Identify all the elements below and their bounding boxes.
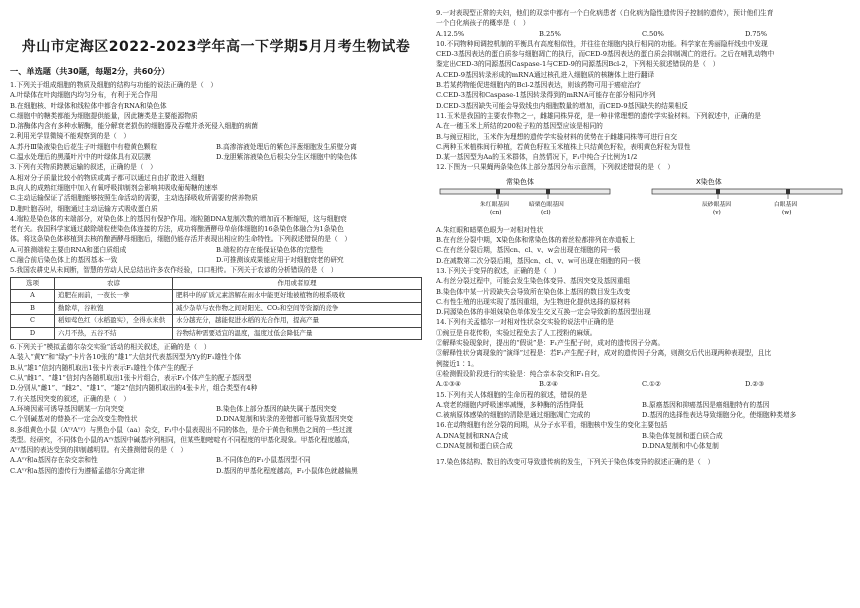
section-heading: 一、单选题（共30题，每题2分，共60分） <box>10 66 170 76</box>
question-1 <box>10 80 422 131</box>
table-cell: C <box>11 315 55 328</box>
question-stem-line: 鉴定出CED-3的同源基因Caspase-1与CED-9的同源基因Bcl-2，下列相关叙述错误的是（ ） <box>436 60 720 69</box>
gene-label: 朱红眼基因 <box>480 201 509 208</box>
option-c: C.两种玉米植株间行种植，若黄色籽粒玉米植株上只结黄色籽粒，表明黄色籽粒为显性 <box>436 142 691 151</box>
option-b: B.若某药物能促进细胞内的Bcl-2基因表达，则该药物可用于癌症治疗 <box>436 81 641 90</box>
option-d: D.分别从“雌1”、“雌2”、“雄1”、“雄2”信封内随机取出的4张卡片，组合类型有4种 <box>10 384 258 393</box>
question-stem: 2.利用光学显微镜不能观察到的是（ ） <box>10 132 131 141</box>
question-12 <box>436 162 848 265</box>
gene-label: 暗栗色眼基因 <box>529 201 564 208</box>
option-d: D.龙胆紫溶液染色后根尖分生区细胞中的染色体 <box>216 153 357 162</box>
question-stem-line: 类型。经研究，不同体色小鼠的Aᵛᵞ基因中碱基序列相同，但某些胞嘧啶有不同程度的甲基化现象。甲基化程度越高， <box>10 435 355 444</box>
question-stem: 1.下列关于组成细胞的物质及细胞的结构与功能的说法正确的是（ ） <box>10 81 218 89</box>
question-stem-line: 一个白化病孩子的概率是（ ） <box>436 19 530 28</box>
option-d: D.同源染色体的非姐妹染色单体发生交叉互换一定会导致新的基因型出现 <box>436 308 651 317</box>
option-b: B.端粒的存在能保证染色体的完整性 <box>216 245 324 254</box>
option-c: C.从“雌1”、“雄1”信封内各随机取出1张卡片组合，表示F₁个体产生的配子基因型 <box>10 374 252 383</box>
question-stem: 12.下图为一只果蝇两条染色体上部分基因分布示意图，下列叙述错误的是（ ） <box>436 163 675 172</box>
table-cell: 追肥在雨前，一夜长一拳 <box>55 290 173 303</box>
option-c: C.①② <box>642 380 661 389</box>
option-a: A.苏丹Ⅲ染液染色后花生子叶细胞中有橙黄色颗粒 <box>10 142 158 151</box>
question-stem: 7.有关基因突变的叙述，正确的是（ ） <box>10 394 131 403</box>
statement-item: ①豌豆是自花传粉，实验过程免去了人工授粉的麻烦。 <box>436 328 597 337</box>
question-stem-line: Aᵛᵞ基因的表达受到的抑制越明显。有关推测错误的是（ ） <box>10 446 188 455</box>
option-b: B.在细胞核、叶绿体和线粒体中都含有RNA和染色体 <box>10 101 167 110</box>
option-a: A.朱红眼和暗栗色眼为一对相对性状 <box>436 225 544 234</box>
table-cell: 稻如莺色红（水稻盈实），全得水来供 <box>55 315 173 328</box>
table-cell: 减少杂草与农作物之间对阳光、CO₂和空间等资源的竞争 <box>173 302 422 315</box>
option-c: C.个别碱基对的替换不一定会改变生物性状 <box>10 415 138 424</box>
question-6 <box>10 342 422 393</box>
question-17 <box>436 457 848 467</box>
question-16 <box>436 420 848 451</box>
option-a: A.①③④ <box>436 380 461 389</box>
question-13 <box>436 266 848 317</box>
option-d: D.某一基因型为Aa的玉米群体，自然情况下，F₁中纯合子比例为1/2 <box>436 153 638 162</box>
question-2 <box>10 131 422 162</box>
option-d: D.DNA复制和转录的差错都可能导致基因突变 <box>216 415 353 424</box>
option-b: B.向人的成熟红细胞中加入有氧呼吸抑制剂会影响其吸收葡萄糖的速率 <box>10 183 218 192</box>
table-cell: 勤除草，谷粒饱 <box>55 302 173 315</box>
question-stem: 15.下列有关人体细胞的生命历程的叙述，错误的是 <box>436 390 588 399</box>
gene-band <box>716 189 720 194</box>
option-d: D.CED-3基因缺失可能会导致线虫内细胞数量的增加，而CED-9基因缺失的结果相反 <box>436 101 688 110</box>
option-d: D.基因的选择性表达导致细胞分化，使细胞种类增多 <box>642 411 797 420</box>
option-c: C.被病原体感染的细胞的清除是通过细胞凋亡完成的 <box>436 411 591 420</box>
question-9 <box>436 8 848 39</box>
table-header: 作用或者原理 <box>173 277 422 290</box>
option-c: C.细胞中的糖类都能为细胞提供能量，因此糖类是主要能源物质 <box>10 111 198 120</box>
option-c: C.有性生殖的出现实现了基因重组，为生物进化提供选择的原材料 <box>436 297 631 306</box>
option-d: D.溶酶体内含有多种水解酶，能分解衰老损伤的细胞器及吞噬并杀死侵入细胞的病菌 <box>10 122 258 131</box>
statement-item: 例接近1∶1。 <box>436 359 478 368</box>
question-stem-line: 9.一对表现型正常的夫妇，他们的双亲中都有一个白化病患者（白化病为隐性遗传因子控制的遗传），预计他们生育 <box>436 9 774 17</box>
table-header: 选项 <box>11 277 55 290</box>
option-a: A.衰老的细胞内呼吸速率减慢，多种酶的活性降低 <box>436 400 584 409</box>
question-stem-line: 10.不同物种间调控机制的平衡具有高度相似性，并往往在细胞内执行相同的功能。科学家在秀丽隐杆线虫中发现 <box>436 39 768 48</box>
option-b: B.染色体复制和蛋白质合成 <box>642 431 723 440</box>
question-stem: 16.在动物细胞有丝分裂的间期，从分子水平看，细胞核中发生的变化主要包括 <box>436 421 668 430</box>
option-b: B.②④ <box>539 380 559 389</box>
option-c: C.主动运输保证了活细胞能够按照生命活动的需要，主动选择吸收所需要的营养物质 <box>10 194 258 203</box>
table-cell: 水分越充分，越能促进水稻的光合作用，提高产量 <box>173 315 422 328</box>
question-stem-line: 体。将这条染色体移植到去核的酿酒酵母细胞后，细胞仍能存活并表现出相应的生命特性。下列叙述错误的是（ ） <box>10 235 352 244</box>
gene-label: 白眼基因 <box>774 201 798 208</box>
gene-symbol: (v) <box>713 209 721 216</box>
question-11 <box>436 111 848 162</box>
gene-label: 辰砂眼基因 <box>702 201 731 208</box>
option-d: D.②③ <box>745 380 765 389</box>
right-column <box>436 8 848 468</box>
question-stem: 11.玉米是我国的主要农作物之一，雌雄同株异花，是一种非常理想的遗传学实验材料。下列叙述中，正确的是 <box>436 111 761 120</box>
option-a: A.DNA复制和RNA合成 <box>436 431 509 440</box>
table-row <box>11 327 422 340</box>
option-c: C.温水处理后的黑藻叶片中的叶绿体具有双层膜 <box>10 153 151 162</box>
table-row <box>11 290 422 303</box>
statement-item: ④检测假设阶段进行的实验是：纯合亲本杂交和F₁自交。 <box>436 369 604 378</box>
option-d: D.在减数第二次分裂后期，基因cn、cl、v、w可出现在细胞的同一极 <box>436 256 641 265</box>
option-a: A.叶绿体在叶肉细胞内均匀分布，有利于光合作用 <box>10 91 158 100</box>
question-stem-line: 8.多组黄色小鼠（AᵛᵞAᵛᵞ）与黑色小鼠（aa）杂交，F₁中小鼠表现出不同的体色，是介于黄色和黑色之间的一些过渡 <box>10 425 353 434</box>
option-b: B.从“雄1”信封内随机取出1张卡片表示F₁雄性个体产生的配子 <box>10 363 194 372</box>
table-cell: 谷物结种需要适宜的温度，温度过低会降低产量 <box>173 327 422 340</box>
table-row <box>11 315 422 328</box>
table-cell: 六月不热，五谷不结 <box>55 327 173 340</box>
option-a: A.可推测端粒主要由RNA和蛋白质组成 <box>10 245 127 254</box>
option-b: B.与豌豆相比，玉米作为理想的遗传学实验材料的优势在于雌雄同株等可进行自交 <box>436 132 678 141</box>
question-stem: 6.下列关于“模拟孟德尔杂交实验”活动的相关叙述，正确的是（ ） <box>10 343 211 352</box>
question-14 <box>436 317 848 389</box>
option-c: C.Aᵛᵞ和a基因的遗传行为遵循孟德尔分离定律 <box>10 466 145 475</box>
option-d: D.75% <box>745 29 768 38</box>
question-stem: 17.染色体结构、数目的改变可导致遗传病的发生，下列关于染色体变异的叙述正确的是（ ） <box>436 458 715 467</box>
autosome-bar <box>440 189 610 194</box>
question-stem: 5.我国农耕史从未间断，智慧的劳动人民总结出许多农作经验，口口相传。下列关于农谚的分析错误的是（ ） <box>10 266 338 275</box>
question-stem: 14.下列有关孟德尔一对相对性状杂交实验的说法中正确的是 <box>436 318 614 327</box>
proverb-table <box>10 277 422 341</box>
chromosome-diagram <box>436 175 848 221</box>
question-stem: 13.下列关于变异的叙述，正确的是（ ） <box>436 266 561 275</box>
table-header-row <box>11 277 422 290</box>
option-a: A.相对分子质量比较小的物质或离子都可以通过自由扩散进入细胞 <box>10 173 205 182</box>
option-d: D.胞吐胞吞时，细胞通过主动运输方式吸收蛋白质 <box>10 204 158 213</box>
question-stem: 3.下列有关物质跨膜运输的叙述，正确的是（ ） <box>10 163 157 172</box>
x-chromosome-bar <box>652 189 842 194</box>
question-7 <box>10 394 422 425</box>
option-a: A.装入“黄Y”和“绿y”卡片各10张的“雄1”大信封代表基因型为Yy的F₁雄性个体 <box>10 353 242 362</box>
question-stem-line: 老有关。我国科学家通过敲除端粒使染色体连接的方法，成功将酿酒酵母单倍体细胞的16条染色体融合为1条染色 <box>10 225 344 234</box>
option-b: B.在有丝分裂中期，X染色体和常染色体的着丝粒都排列在赤道板上 <box>436 236 636 245</box>
question-10 <box>436 39 848 111</box>
option-b: B.高渗溶液处理后的紫色洋葱细胞发生质壁分离 <box>216 142 357 151</box>
question-stem-line: 4.端粒是染色体的末端部分，对染色体上的基因有保护作用。端粒随DNA复制次数的增加而不断缩短，这与细胞衰 <box>10 214 347 223</box>
statement-item: ③解释性状分离现象的“演绎”过程是：若F₁产生配子时，成对的遗传因子分离，则测交后代出现两种表现型，且比 <box>436 349 772 358</box>
option-c: C.在有丝分裂后期，基因cn、cl、v、w会出现在细胞的同一极 <box>436 246 621 255</box>
exam-title: 舟山市定海区2022-2023学年高一下学期5月月考生物试卷 <box>21 39 411 55</box>
option-a: A.12.5% <box>436 29 465 38</box>
option-a: A.Aᵛᵞ和a基因存在杂交亲和性 <box>10 456 98 465</box>
gene-symbol: (cn) <box>490 209 502 216</box>
option-a: A.有丝分裂过程中，可能会发生染色体变异、基因突变及基因重组 <box>436 277 631 286</box>
gene-symbol: (w) <box>782 209 792 216</box>
statement-item: ②解释实验现象时，提出的“假说”是：F₁产生配子时，成对的遗传因子分离。 <box>436 339 665 348</box>
question-stem-line: CED-3基因表达的蛋白质参与细胞凋亡的执行，而CED-9基因表达的蛋白质会抑制凋亡的进行。之后在哺乳动物中 <box>436 50 775 59</box>
question-4 <box>10 214 422 265</box>
option-b: B.原癌基因和抑癌基因是癌细胞特有的基因 <box>642 400 770 409</box>
option-c: C.DNA复制和蛋白质合成 <box>436 441 513 450</box>
option-b: B.染色体中某一片段缺失会导致所在染色体上基因的数目发生改变 <box>436 287 631 296</box>
table-cell: A <box>11 290 55 303</box>
gene-band <box>546 189 550 194</box>
table-cell: B <box>11 302 55 315</box>
gene-band <box>786 189 790 194</box>
x-chromosome-label: X染色体 <box>696 177 722 186</box>
option-d: D.可推测该成果能应用于对细胞衰老的研究 <box>216 256 344 265</box>
question-15 <box>436 390 848 421</box>
question-3 <box>10 162 422 213</box>
option-c: C.融合前后染色体上的基因基本一致 <box>10 256 118 265</box>
option-b: B.染色体上部分基因的缺失属于基因突变 <box>216 404 337 413</box>
option-d: D.DNA复制和中心体复制 <box>642 441 719 450</box>
table-cell: 肥料中的矿质元素溶解在雨水中能更好地被植物的根系吸收 <box>173 290 422 303</box>
gene-band <box>496 189 500 194</box>
question-5 <box>10 265 422 340</box>
option-a: A.环境因素可诱导基因朝某一方向突变 <box>10 404 124 413</box>
option-d: D.基因的甲基化程度越高，F₁小鼠体色就越偏黑 <box>216 466 358 475</box>
gene-symbol: (cl) <box>541 209 551 216</box>
option-a: A.在一穗玉米上所结的200粒子粒的基因型应该是相同的 <box>436 122 603 131</box>
table-cell: D <box>11 327 55 340</box>
option-c: C.50% <box>642 29 664 38</box>
option-a: A.CED-9基因转录形成的mRNA通过核孔进入细胞质的核糖体上进行翻译 <box>436 70 655 79</box>
left-column <box>10 8 422 476</box>
autosome-label: 常染色体 <box>506 177 534 186</box>
question-8 <box>10 425 422 476</box>
option-b: B.不同体色的F₁小鼠基因型不同 <box>216 456 311 465</box>
table-header: 农谚 <box>55 277 173 290</box>
option-b: B.25% <box>539 29 561 38</box>
table-row <box>11 302 422 315</box>
option-c: C.CED-3基因和Caspase-1基因转录得到的mRNA可能存在部分相同序列 <box>436 91 656 100</box>
